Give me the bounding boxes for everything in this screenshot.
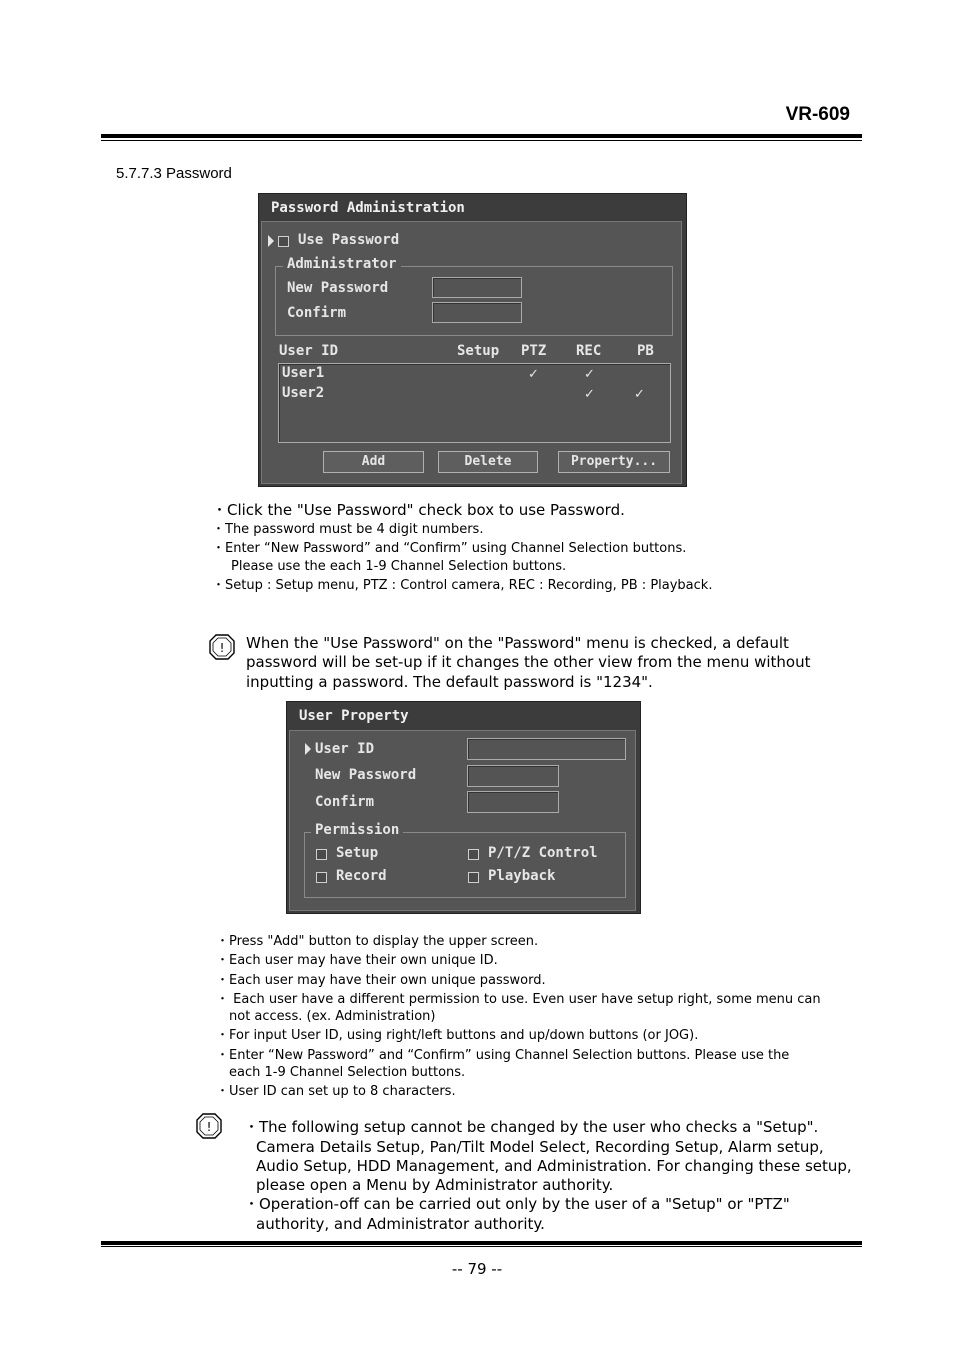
panel-body [289, 730, 636, 911]
note-enter-password: ・Enter “New Password” and “Confirm” using Channel Selection buttons. Please use the [216, 1048, 790, 1063]
permission-legend: Permission [311, 822, 403, 838]
warning2-line6: authority, and Administrator authority. [256, 1215, 545, 1233]
list-item-user2[interactable]: User2 [282, 385, 325, 401]
note-permission: ・ Each user have a different permission to use. Even user have setup right, some menu can [216, 992, 821, 1007]
panel-body [261, 221, 682, 484]
note-enter-password: ・Enter “New Password” and “Confirm” using Channel Selection buttons. [212, 541, 687, 556]
setup-checkbox[interactable] [316, 849, 327, 860]
note-unique-password: ・Each user may have their own unique password. [216, 973, 546, 988]
warning-icon [196, 1113, 222, 1139]
playback-label: Playback [488, 868, 556, 884]
user2-rec-check-icon: ✓ [584, 387, 595, 402]
warning-symbol: ! [206, 1120, 212, 1134]
user2-pb-check-icon: ✓ [634, 387, 645, 402]
use-password-label: Use Password [298, 232, 400, 248]
new-password-label: New Password [287, 280, 389, 296]
note-enter-password-cont: each 1-9 Channel Selection buttons. [229, 1065, 466, 1080]
password-admin-panel [258, 193, 687, 487]
model-name: VR-609 [785, 104, 850, 125]
panel-title: Password Administration [271, 200, 465, 216]
header-rule [101, 134, 862, 138]
section-title: 5.7.7.3 Password [116, 165, 232, 182]
col-rec: REC [576, 343, 602, 359]
note-user-id-length: ・User ID can set up to 8 characters. [216, 1084, 456, 1099]
warning1-line3: inputting a password. The default password is "1234". [246, 673, 653, 691]
col-setup: Setup [457, 343, 500, 359]
confirm-label: Confirm [287, 305, 347, 321]
record-checkbox[interactable] [316, 872, 327, 883]
user-property-panel [286, 701, 641, 914]
warning2-line3: Audio Setup, HDD Management, and Administration. For changing these setup, [256, 1157, 852, 1175]
delete-button[interactable]: Delete [438, 451, 538, 473]
panel-title: User Property [299, 708, 409, 724]
col-user-id: User ID [279, 343, 339, 359]
new-password-field[interactable] [432, 277, 522, 298]
warning2-line4: please open a Menu by Administrator authority. [256, 1176, 614, 1194]
confirm-label: Confirm [315, 794, 375, 810]
user-id-field[interactable] [467, 738, 626, 760]
warning-icon [209, 634, 235, 660]
user-id-label: User ID [315, 741, 375, 757]
selection-arrow-icon [268, 235, 274, 247]
page-number: -- 79 -- [451, 1260, 503, 1278]
note-enter-password-cont: Please use the each 1-9 Channel Selection buttons. [231, 559, 567, 574]
ptz-control-checkbox[interactable] [468, 849, 479, 860]
note-four-digit: ・The password must be 4 digit numbers. [212, 522, 484, 537]
warning-symbol: ! [219, 641, 225, 655]
user-list[interactable] [278, 363, 671, 443]
record-label: Record [336, 868, 387, 884]
confirm-field[interactable] [467, 791, 559, 813]
warning1-line1: When the "Use Password" on the "Password" menu is checked, a default [246, 634, 789, 652]
ptz-control-label: P/T/Z Control [488, 845, 598, 861]
note-permission-cont: not access. (ex. Administration) [229, 1009, 436, 1024]
user1-ptz-check-icon: ✓ [528, 367, 539, 382]
note-use-password: ・Click the "Use Password" check box to use Password. [212, 501, 625, 519]
note-unique-id: ・Each user may have their own unique ID. [216, 953, 498, 968]
property-button[interactable]: Property... [558, 451, 670, 473]
add-button[interactable]: Add [323, 451, 424, 473]
warning2-line1: ・The following setup cannot be changed by the user who checks a "Setup". [244, 1118, 819, 1136]
warning1-line2: password will be set-up if it changes the other view from the menu without [246, 653, 811, 671]
confirm-field[interactable] [432, 302, 522, 323]
footer-rule [101, 1241, 862, 1245]
selection-arrow-icon [305, 743, 311, 755]
footer-rule-thin [101, 1246, 862, 1247]
new-password-label: New Password [315, 767, 417, 783]
playback-checkbox[interactable] [468, 872, 479, 883]
note-column-legend: ・Setup : Setup menu, PTZ : Control camera, REC : Recording, PB : Playback. [212, 578, 713, 593]
new-password-field[interactable] [467, 765, 559, 787]
list-item-user1[interactable]: User1 [282, 365, 325, 381]
user1-rec-check-icon: ✓ [584, 367, 595, 382]
administrator-legend: Administrator [283, 256, 401, 272]
warning2-line2: Camera Details Setup, Pan/Tilt Model Select, Recording Setup, Alarm setup, [256, 1138, 824, 1156]
note-press-add: ・Press "Add" button to display the upper screen. [216, 934, 539, 949]
warning2-line5: ・Operation-off can be carried out only by the user of a "Setup" or "PTZ" [244, 1195, 790, 1213]
note-input-user-id: ・For input User ID, using right/left buttons and up/down buttons (or JOG). [216, 1028, 699, 1043]
setup-label: Setup [336, 845, 379, 861]
col-ptz: PTZ [521, 343, 547, 359]
use-password-checkbox[interactable] [278, 236, 289, 247]
permission-group [304, 832, 626, 898]
header-rule-thin [101, 140, 862, 141]
col-pb: PB [637, 343, 654, 359]
